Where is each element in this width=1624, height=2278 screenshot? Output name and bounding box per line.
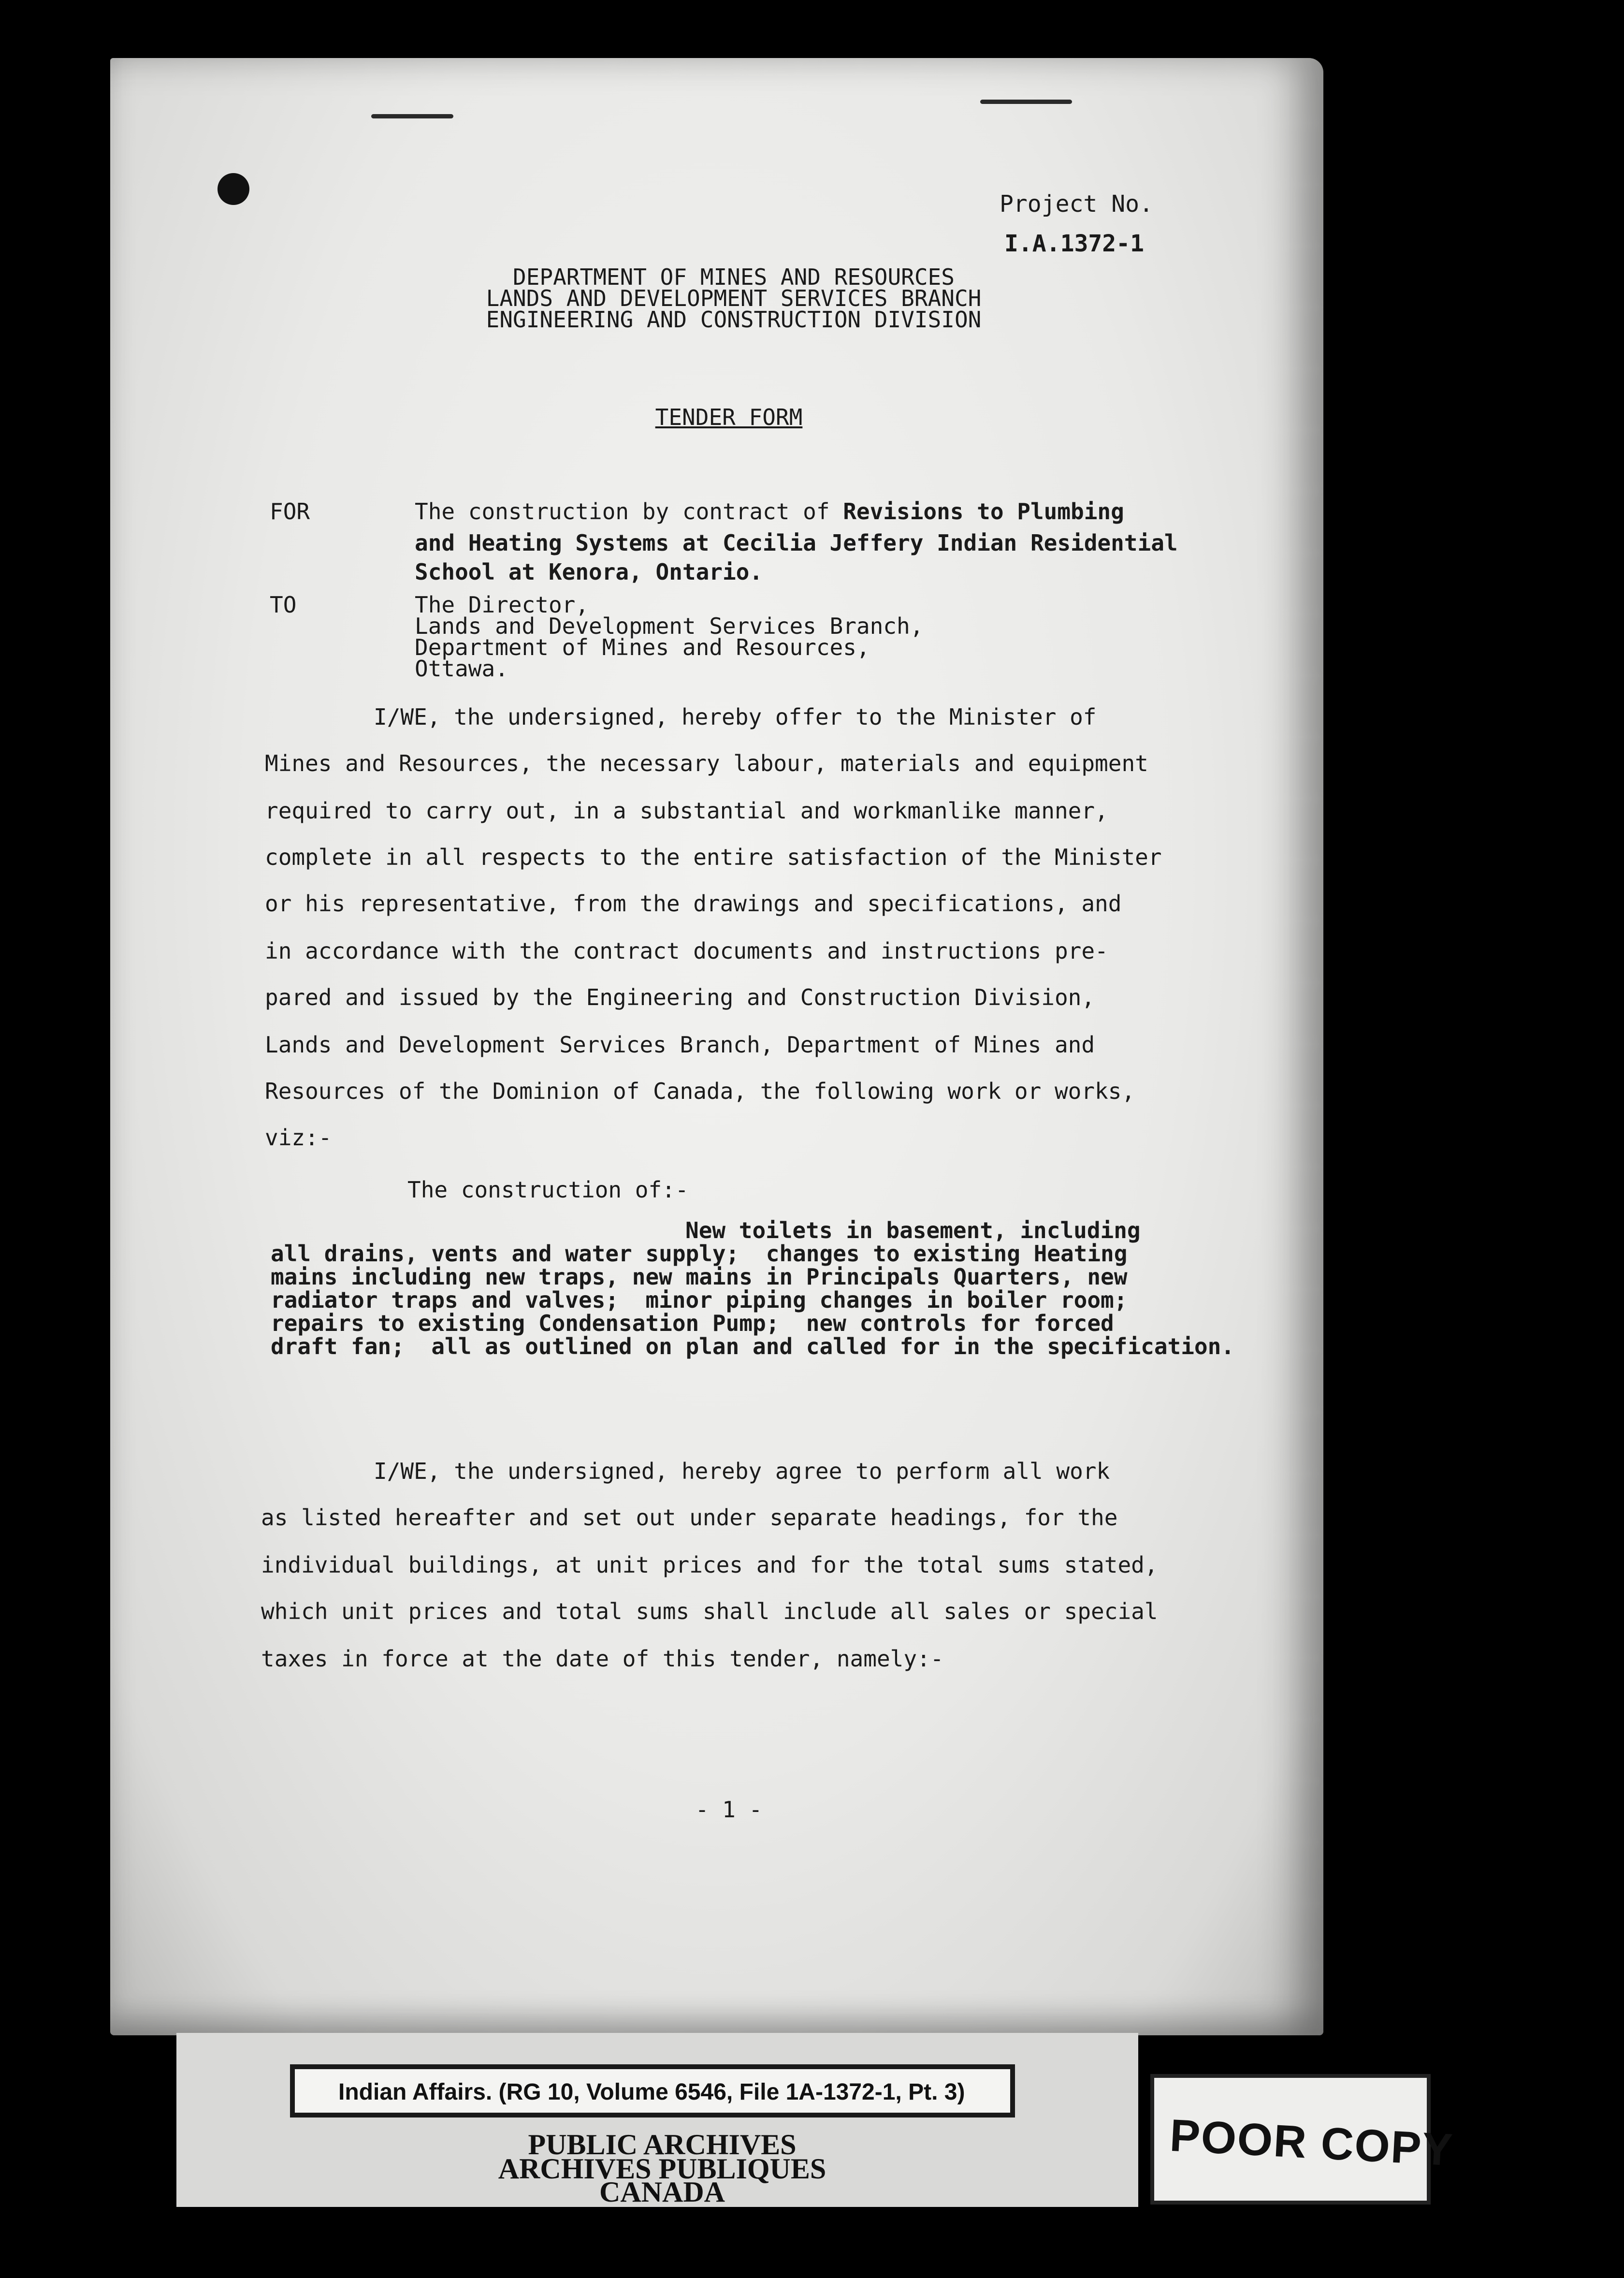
poor-copy-text: POOR COPY bbox=[1168, 2109, 1455, 2176]
punch-hole bbox=[218, 173, 249, 205]
page-number: - 1 - bbox=[695, 1796, 763, 1823]
archive-stamp-line: CANADA bbox=[599, 2176, 725, 2208]
to-line: The Director, bbox=[415, 592, 589, 618]
to-line: Lands and Development Services Branch, bbox=[415, 613, 924, 639]
scope-line: mains including new traps, new mains in Principals Quarters, new bbox=[271, 1264, 1128, 1290]
for-line-3: School at Kenora, Ontario. bbox=[415, 559, 763, 585]
for-line-1 bbox=[415, 500, 1124, 523]
offer-line: required to carry out, in a substantial and workmanlike manner, bbox=[265, 798, 1108, 824]
ink-mark bbox=[980, 100, 1072, 104]
agree-line: as listed hereafter and set out under separate headings, for the bbox=[261, 1504, 1118, 1531]
document-page bbox=[110, 58, 1323, 2035]
scope-line: repairs to existing Condensation Pump; new controls for forced bbox=[271, 1310, 1114, 1336]
agree-line: individual buildings, at unit prices and for the total sums stated, bbox=[261, 1552, 1158, 1578]
for-line-1-bold: Revisions to Plumbing bbox=[843, 498, 1124, 525]
scope-line: draft fan; all as outlined on plan and called for in the specification. bbox=[271, 1333, 1234, 1359]
agree-line: which unit prices and total sums shall include all sales or special bbox=[261, 1598, 1158, 1624]
project-label: Project No. bbox=[1000, 190, 1153, 218]
construction-of-label: The construction of:- bbox=[407, 1177, 689, 1203]
offer-line: Lands and Development Services Branch, Department of Mines and bbox=[265, 1032, 1095, 1058]
offer-line: complete in all respects to the entire satisfaction of the Minister bbox=[265, 844, 1162, 870]
offer-line: Mines and Resources, the necessary labour, materials and equipment bbox=[265, 750, 1148, 776]
scope-line: New toilets in basement, including bbox=[685, 1217, 1141, 1243]
scope-line: radiator traps and valves; minor piping changes in boiler room; bbox=[271, 1287, 1128, 1313]
for-line-1-plain: The construction by contract of bbox=[415, 498, 843, 525]
for-line-2: and Heating Systems at Cecilia Jeffery Indian Residential bbox=[415, 530, 1178, 556]
agree-line: taxes in force at the date of this tender, namely:- bbox=[261, 1646, 944, 1672]
scope-line: all drains, vents and water supply; changes to existing Heating bbox=[271, 1241, 1128, 1267]
offer-line: in accordance with the contract documents and instructions pre- bbox=[265, 938, 1108, 964]
offer-line: viz:- bbox=[265, 1124, 332, 1151]
branch-heading: LANDS AND DEVELOPMENT SERVICES BRANCH bbox=[486, 285, 982, 311]
archive-stamp-line: ARCHIVES PUBLIQUES bbox=[498, 2153, 826, 2185]
archive-reference: Indian Affairs. (RG 10, Volume 6546, File 1A-1372-1, Pt. 3) bbox=[338, 2079, 965, 2105]
to-line: Ottawa. bbox=[415, 656, 508, 682]
offer-line: I/WE, the undersigned, hereby offer to the Minister of bbox=[374, 704, 1097, 730]
offer-line: pared and issued by the Engineering and Construction Division, bbox=[265, 984, 1095, 1010]
ink-mark bbox=[371, 114, 453, 118]
project-number: I.A.1372-1 bbox=[1004, 230, 1144, 257]
department-heading: DEPARTMENT OF MINES AND RESOURCES bbox=[513, 264, 955, 290]
offer-line: or his representative, from the drawings and specifications, and bbox=[265, 891, 1122, 917]
document-title: TENDER FORM bbox=[655, 404, 803, 430]
offer-line: Resources of the Dominion of Canada, the following work or works, bbox=[265, 1078, 1135, 1104]
for-label: FOR bbox=[270, 498, 310, 525]
to-line: Department of Mines and Resources, bbox=[415, 634, 870, 660]
division-heading: ENGINEERING AND CONSTRUCTION DIVISION bbox=[486, 307, 982, 333]
to-label: TO bbox=[270, 592, 297, 618]
agree-line: I/WE, the undersigned, hereby agree to perform all work bbox=[374, 1458, 1110, 1484]
archive-stamp-line: PUBLIC ARCHIVES bbox=[528, 2129, 797, 2161]
